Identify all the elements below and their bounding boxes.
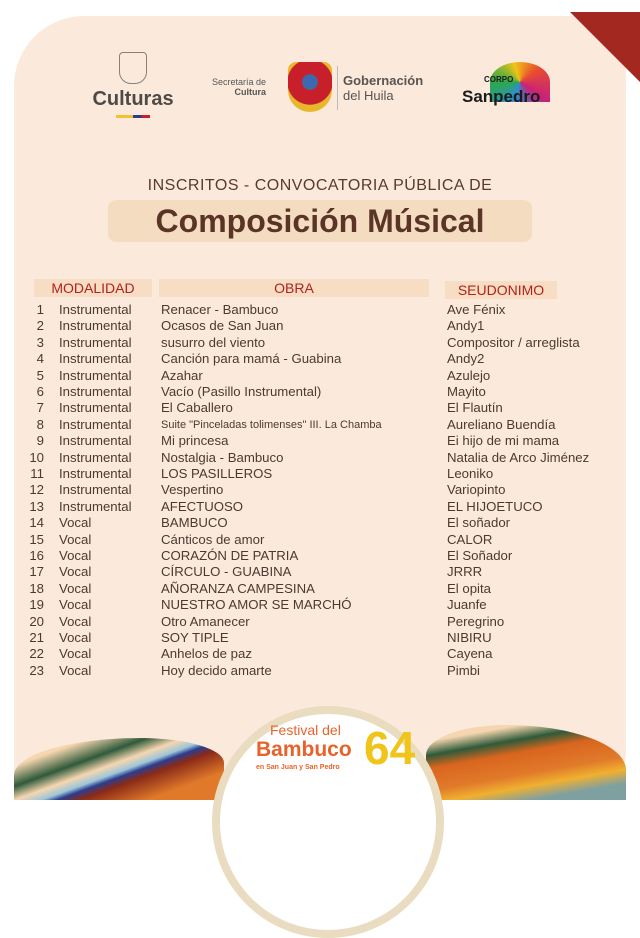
gobernacion-logo — [343, 73, 423, 103]
row-number: 3 — [36, 334, 44, 350]
modalidad-cell: Vocal — [59, 580, 92, 596]
modalidad-cell: Instrumental — [59, 302, 132, 317]
seudonimo-cell: El soñador — [447, 515, 511, 531]
flag-stripe — [116, 115, 150, 118]
table-row — [0, 515, 640, 531]
obra-cell: LOS PASILLEROS — [161, 466, 273, 481]
table-row — [0, 532, 640, 548]
table-row — [0, 368, 640, 384]
seudonimo-cell: Azulejo — [447, 367, 491, 383]
modalidad-cell: Instrumental — [59, 433, 132, 449]
obra-cell: Suite "Pinceladas tolimenses" III. La Chamba — [161, 418, 382, 431]
row-number: 5 — [36, 367, 44, 383]
obra-cell: SOY TIPLE — [161, 630, 229, 645]
gobernacion-text: Gobernación — [343, 73, 424, 88]
table-row — [0, 351, 640, 367]
obra-cell: AFECTUOSO — [161, 498, 244, 514]
row-number: 6 — [36, 384, 44, 399]
modalidad-cell: Instrumental — [59, 416, 132, 432]
corposanpedro-logo — [460, 62, 555, 114]
row-number: 1 — [36, 302, 44, 317]
obra-cell: susurro del viento — [161, 334, 266, 350]
culturas-label: Culturas — [92, 88, 174, 110]
modalidad-cell: Vocal — [59, 646, 92, 662]
obra-cell: AÑORANZA CAMPESINA — [161, 580, 315, 596]
sanpedro-text: Sanpedro — [462, 87, 541, 106]
seudonimo-cell: El opita — [447, 580, 491, 596]
obra-cell: NUESTRO AMOR SE MARCHÓ — [161, 597, 352, 613]
obra-cell: Azahar — [161, 367, 203, 383]
obra-cell: Cánticos de amor — [161, 531, 265, 547]
table-row — [0, 400, 640, 416]
divider — [337, 66, 338, 110]
table-row — [0, 433, 640, 449]
modalidad-cell: Vocal — [59, 515, 92, 531]
festival-logo — [256, 722, 416, 792]
obra-cell: Renacer - Bambuco — [161, 302, 279, 317]
seudonimo-cell: Juanfe — [447, 597, 487, 613]
row-number: 4 — [36, 351, 44, 367]
corpo-text: CORPO — [484, 75, 514, 84]
obra-cell: CORAZÓN DE PATRIA — [161, 548, 299, 563]
row-number: 21 — [29, 630, 44, 645]
obra-cell: Hoy decido amarte — [161, 662, 272, 678]
edition-number: 64 — [364, 722, 416, 774]
row-number: 20 — [29, 613, 44, 629]
table-row — [0, 548, 640, 564]
row-number: 7 — [36, 400, 44, 416]
seudonimo-cell: Andy2 — [447, 351, 485, 367]
modalidad-cell: Vocal — [59, 662, 92, 678]
place-text: en San Juan y San Pedro — [256, 764, 340, 771]
obra-cell: CÍRCULO - GUABINA — [161, 564, 292, 580]
table-row — [0, 581, 640, 597]
table-row — [0, 564, 640, 580]
table-row — [0, 597, 640, 613]
table-row — [0, 384, 640, 400]
seudonimo-cell: JRRR — [447, 564, 483, 580]
corner-decoration — [570, 12, 640, 82]
row-number: 19 — [29, 597, 44, 613]
coat-of-arms-icon — [119, 52, 147, 84]
seudonimo-cell: Ave Fénix — [447, 302, 506, 317]
culturas-logo — [88, 52, 178, 118]
seudonimo-cell: CALOR — [447, 531, 493, 547]
seudonimo-cell: Leoniko — [447, 466, 494, 481]
modalidad-cell: Vocal — [59, 564, 92, 580]
modalidad-cell: Instrumental — [59, 498, 132, 514]
table-row — [0, 614, 640, 630]
seudonimo-cell: Mayito — [447, 384, 486, 399]
huila-text — [343, 88, 423, 103]
seudonimo-cell: Compositor / arreglista — [447, 334, 580, 350]
secretaria-label — [212, 77, 266, 97]
seudonimo-cell: El Soñador — [447, 548, 513, 563]
seudonimo-cell: El Flautín — [447, 400, 503, 416]
del-huila-text: del Huila — [343, 88, 394, 103]
header-obra: OBRA — [159, 279, 429, 297]
seudonimo-cell: Variopinto — [447, 482, 506, 498]
seudonimo-cell: Cayena — [447, 646, 493, 662]
seudonimo-cell: Natalia de Arco Jiménez — [447, 449, 590, 465]
row-number: 22 — [29, 646, 44, 662]
modalidad-cell: Instrumental — [59, 367, 132, 383]
seudonimo-cell: Pimbi — [447, 662, 480, 678]
table-row — [0, 302, 640, 318]
bambuco-text: Bambuco — [256, 738, 352, 761]
table-row — [0, 663, 640, 679]
table-row — [0, 646, 640, 662]
row-number: 14 — [29, 515, 44, 531]
seudonimo-cell: Aureliano Buendía — [447, 416, 556, 432]
seudonimo-cell: EL HIJOETUCO — [447, 498, 543, 514]
row-number: 12 — [29, 482, 44, 498]
modalidad-cell: Instrumental — [59, 384, 132, 399]
obra-cell: Vacío (Pasillo Instrumental) — [161, 384, 322, 399]
modalidad-cell: Instrumental — [59, 318, 132, 334]
row-number: 2 — [36, 318, 44, 334]
festival-text: Festival del — [270, 722, 341, 738]
seudonimo-cell: Ei hijo de mi mama — [447, 433, 560, 449]
secretaria-text: Secretaría de — [212, 77, 267, 87]
table-row — [0, 499, 640, 515]
obra-cell: Otro Amanecer — [161, 613, 250, 629]
header-seudonimo: SEUDONIMO — [445, 281, 557, 299]
modalidad-cell: Instrumental — [59, 466, 132, 481]
modalidad-cell: Instrumental — [59, 400, 132, 416]
row-number: 10 — [29, 449, 44, 465]
row-number: 17 — [29, 564, 44, 580]
obra-cell: Vespertino — [161, 482, 224, 498]
subtitle: INSCRITOS - CONVOCATORIA PÚBLICA DE — [147, 177, 493, 194]
modalidad-cell: Vocal — [59, 613, 92, 629]
table-row — [0, 466, 640, 482]
table-row — [0, 335, 640, 351]
cultura-text: Cultura — [234, 87, 267, 97]
header-modalidad: MODALIDAD — [34, 279, 152, 297]
obra-cell: Anhelos de paz — [161, 646, 252, 662]
table-row — [0, 482, 640, 498]
modalidad-cell: Vocal — [59, 548, 92, 563]
row-number: 11 — [30, 466, 44, 481]
row-number: 15 — [29, 531, 44, 547]
row-number: 8 — [36, 416, 44, 432]
row-number: 9 — [36, 433, 44, 449]
huila-coat-of-arms-icon — [288, 62, 332, 112]
modalidad-cell: Instrumental — [59, 351, 132, 367]
row-number: 23 — [29, 662, 44, 678]
seudonimo-cell: NIBIRU — [447, 630, 492, 645]
seudonimo-cell: Peregrino — [447, 613, 505, 629]
table-row — [0, 417, 640, 433]
modalidad-cell: Vocal — [59, 597, 92, 613]
obra-cell: Mi princesa — [161, 433, 229, 449]
table-row — [0, 450, 640, 466]
modalidad-cell: Instrumental — [59, 482, 132, 498]
row-number: 18 — [29, 580, 44, 596]
obra-cell: BAMBUCO — [161, 515, 228, 531]
table-row — [0, 318, 640, 334]
row-number: 16 — [29, 548, 44, 563]
modalidad-cell: Instrumental — [59, 334, 132, 350]
obra-cell: Ocasos de San Juan — [161, 318, 284, 334]
obra-cell: Nostalgia - Bambuco — [161, 449, 284, 465]
table-row — [0, 630, 640, 646]
page-title: Composición Músical — [155, 203, 485, 239]
modalidad-cell: Instrumental — [59, 449, 132, 465]
modalidad-cell: Vocal — [59, 531, 92, 547]
obra-cell: El Caballero — [161, 400, 233, 416]
seudonimo-cell: Andy1 — [447, 318, 485, 334]
row-number: 13 — [29, 498, 44, 514]
obra-cell: Canción para mamá - Guabina — [161, 351, 342, 367]
modalidad-cell: Vocal — [59, 630, 92, 645]
